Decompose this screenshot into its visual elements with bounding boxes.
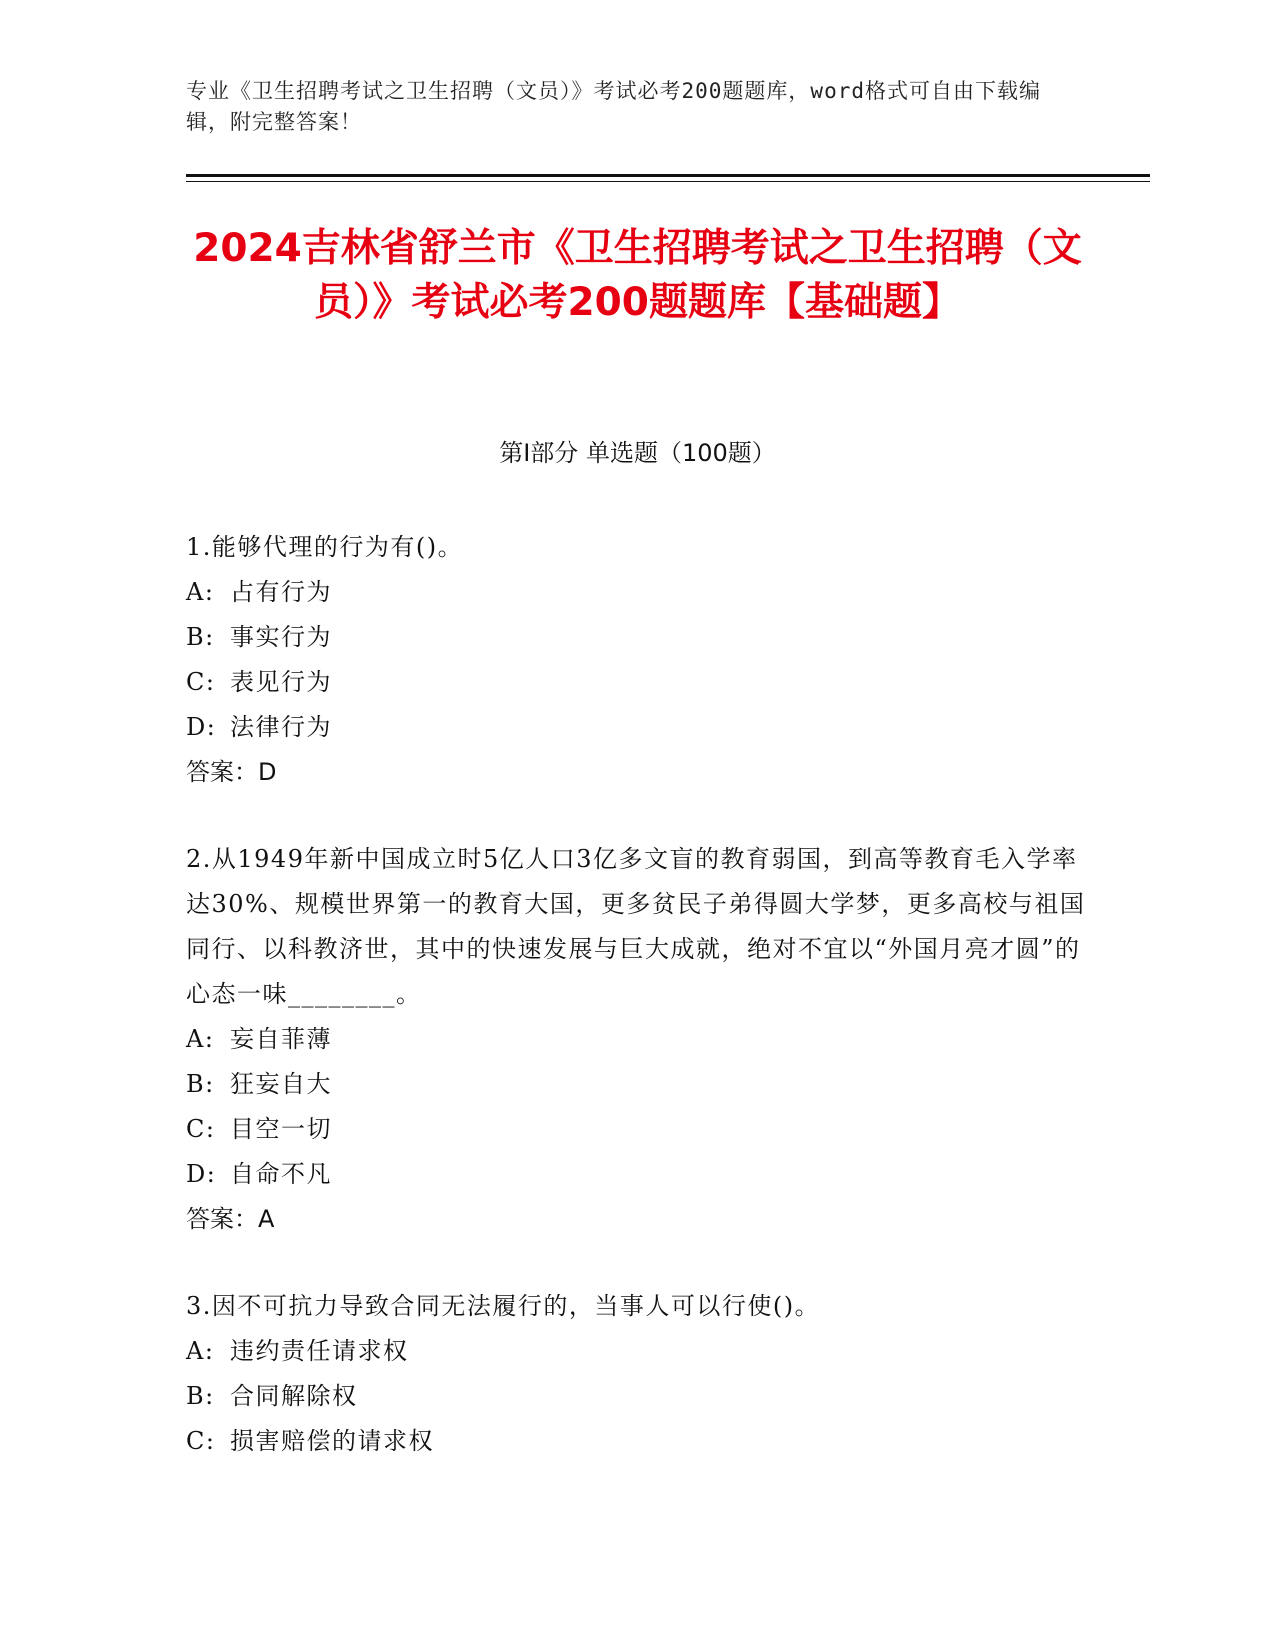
option-b bbox=[186, 615, 1086, 660]
option-text: 合同解除权 bbox=[230, 1382, 358, 1410]
header-rule-thin bbox=[186, 181, 1150, 182]
option-b bbox=[186, 1062, 1086, 1107]
header-rule-thick bbox=[186, 174, 1150, 177]
question-stem: 3.因不可抗力导致合同无法履行的，当事人可以行使()。 bbox=[186, 1292, 821, 1320]
option-d bbox=[186, 1152, 1086, 1197]
option-letter: B: bbox=[186, 1382, 215, 1410]
answer-line: 答案：A bbox=[186, 1205, 275, 1233]
option-text: 目空一切 bbox=[230, 1115, 332, 1143]
option-letter: A: bbox=[186, 578, 215, 606]
question-3 bbox=[186, 1284, 1086, 1464]
option-letter: B: bbox=[186, 623, 215, 651]
option-text: 违约责任请求权 bbox=[230, 1337, 409, 1365]
option-text: 妄自菲薄 bbox=[230, 1025, 332, 1053]
option-letter: C: bbox=[186, 1427, 216, 1455]
option-letter: C: bbox=[186, 1115, 216, 1143]
question-1 bbox=[186, 525, 1086, 795]
question-stem: 2.从1949年新中国成立时5亿人口3亿多文盲的教育弱国，到高等教育毛入学率达30%、规模世界第一的教育大国，更多贫民子弟得圆大学梦，更多高校与祖国同行、以科教济世，其中的快速发展与巨大成就，绝对不宜以“外国月亮才圆”的心态一味________。 bbox=[186, 845, 1086, 1008]
option-letter: D: bbox=[186, 713, 217, 741]
header-note: 专业《卫生招聘考试之卫生招聘（文员）》考试必考200题题库，word格式可自由下载编辑，附完整答案！ bbox=[186, 79, 1041, 134]
option-c bbox=[186, 660, 1086, 705]
option-letter: D: bbox=[186, 1160, 217, 1188]
option-c bbox=[186, 1107, 1086, 1152]
option-text: 狂妄自大 bbox=[230, 1070, 332, 1098]
option-text: 法律行为 bbox=[230, 713, 332, 741]
option-a bbox=[186, 570, 1086, 615]
option-text: 占有行为 bbox=[230, 578, 332, 606]
option-b bbox=[186, 1374, 1086, 1419]
option-text: 事实行为 bbox=[230, 623, 332, 651]
option-letter: B: bbox=[186, 1070, 215, 1098]
section-heading: 第I部分 单选题（100题） bbox=[499, 439, 776, 467]
option-text: 自命不凡 bbox=[230, 1160, 332, 1188]
option-text: 表见行为 bbox=[230, 668, 332, 696]
option-letter: A: bbox=[186, 1025, 215, 1053]
option-d bbox=[186, 705, 1086, 750]
question-stem: 1.能够代理的行为有()。 bbox=[186, 533, 464, 561]
question-list bbox=[186, 525, 1086, 1506]
answer-line: 答案：D bbox=[186, 758, 277, 786]
document-title: 2024吉林省舒兰市《卫生招聘考试之卫生招聘（文员）》考试必考200题题库【基础题】 bbox=[193, 226, 1082, 325]
option-text: 损害赔偿的请求权 bbox=[230, 1427, 434, 1455]
option-letter: A: bbox=[186, 1337, 215, 1365]
option-a bbox=[186, 1017, 1086, 1062]
option-a bbox=[186, 1329, 1086, 1374]
option-letter: C: bbox=[186, 668, 216, 696]
option-c bbox=[186, 1419, 1086, 1464]
question-2 bbox=[186, 837, 1086, 1242]
